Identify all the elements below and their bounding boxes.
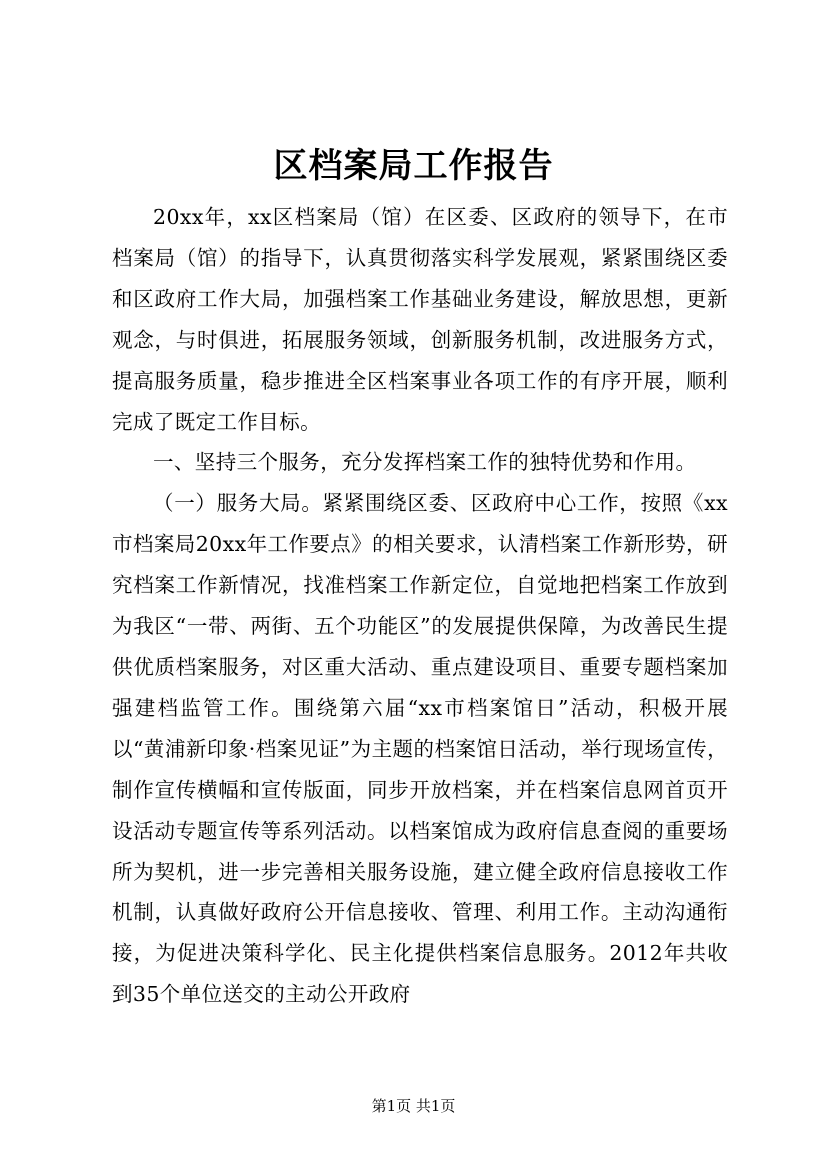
document-title: 区档案局工作报告 — [273, 146, 554, 186]
paragraph-intro: 20xx年，xx区档案局（馆）在区委、区政府的领导下，在市档案局（馆）的指导下，认真贯彻落实科学发展观，紧紧围绕区委和区政府工作大局，加强档案工作基础业务建设，解放思想，更新观念，与时俱进，拓展服务领域，创新服务机制，改进服务方式，提高服务质量，稳步推进全区档案事业各项工作的有序开展，顺利完成了既定工作目标。 — [112, 205, 728, 434]
document-body — [112, 197, 728, 1015]
page-footer: 第1页 共1页 — [371, 1097, 456, 1115]
paragraph-section-heading: 一、坚持三个服务，充分发挥档案工作的独特优势和作用。 — [153, 450, 697, 475]
paragraph-service-overall: （一）服务大局。紧紧围绕区委、区政府中心工作，按照《xx市档案局20xx年工作要点》的相关要求，认清档案工作新形势，研究档案工作新情况，找准档案工作新定位，自觉地把档案工作放到为我区“一带、两街、五个功能区”的发展提供保障，为改善民生提供优质档案服务，对区重大活动、重点建设项目、重要专题档案加强建档监管工作。围绕第六届“xx市档案馆日”活动，积极开展以“黄浦新印象·档案见证”为主题的档案馆日活动，举行现场宣传，制作宣传横幅和宣传版面，同步开放档案，并在档案信息网首页开设活动专题宣传等系列活动。以档案馆成为政府信息查阅的重要场所为契机，进一步完善相关服务设施，建立健全政府信息接收工作机制，认真做好政府公开信息接收、管理、利用工作。主动沟通衔接，为促进决策科学化、民主化提供档案信息服务。2012年共收到35个单位送交的主动公开政府 — [112, 491, 728, 1007]
